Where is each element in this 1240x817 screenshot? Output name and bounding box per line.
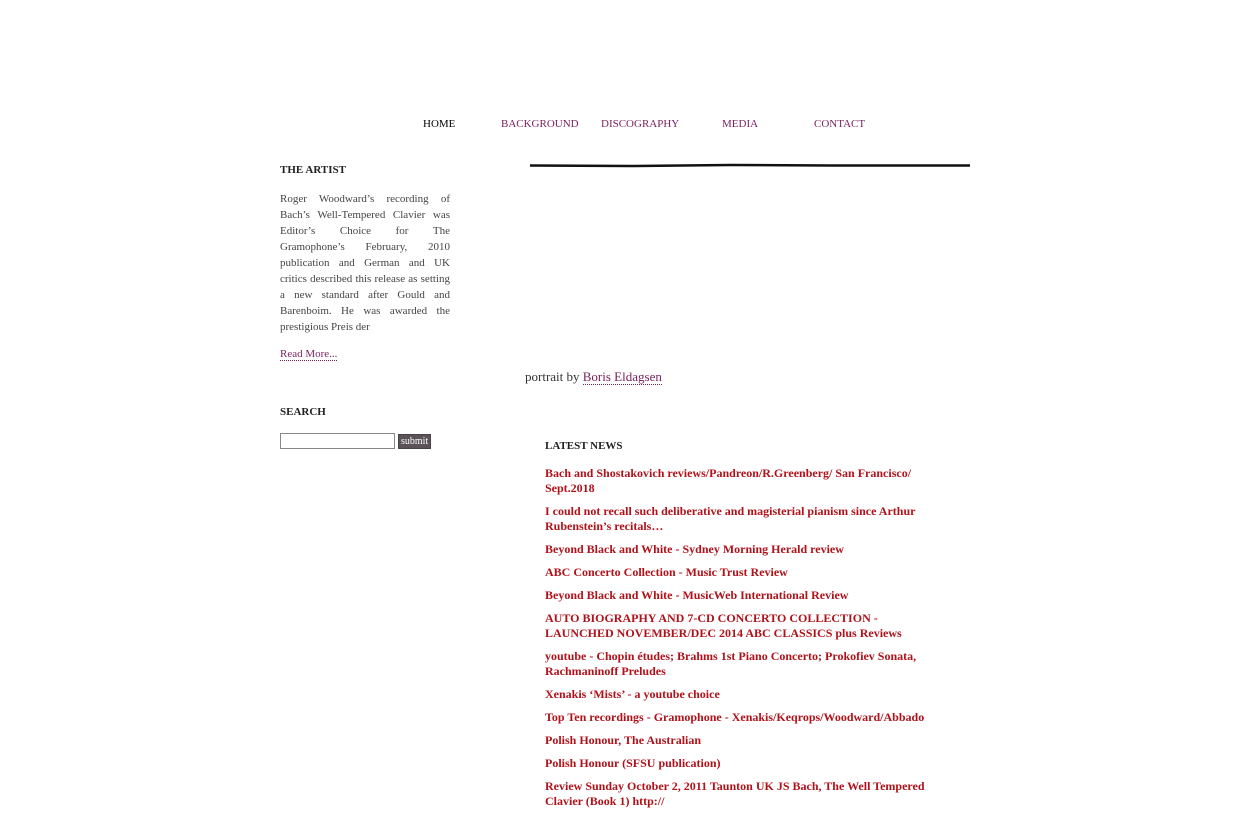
search-section-title: SEARCH bbox=[280, 406, 326, 418]
read-more-link[interactable]: Read More... bbox=[280, 348, 338, 360]
news-item[interactable]: AUTO BIOGRAPHY AND 7-CD CONCERTO COLLECTION - LAUNCHED NOVEMBER/DEC 2014 ABC CLASSICS plus Reviews bbox=[545, 611, 902, 640]
news-item[interactable]: ABC Concerto Collection - Music Trust Review bbox=[545, 565, 788, 579]
news-item[interactable]: I could not recall such deliberative and magisterial pianism since Arthur Rubenstein’s recitals… bbox=[545, 504, 916, 533]
search-submit-button[interactable]: submit bbox=[398, 434, 431, 449]
news-item[interactable]: Polish Honour (SFSU publication) bbox=[545, 756, 721, 770]
news-item[interactable]: Bach and Shostakovich reviews/Pandreon/R.Greenberg/ San Francisco/ Sept.2018 bbox=[545, 466, 912, 495]
portrait-caption-prefix: portrait by bbox=[525, 369, 580, 384]
nav-background[interactable]: BACKGROUND bbox=[501, 118, 579, 130]
search-input[interactable] bbox=[280, 433, 395, 449]
news-item[interactable]: Top Ten recordings - Gramophone - Xenakis/Keqrops/Woodward/Abbado bbox=[545, 710, 925, 724]
photographer-link[interactable]: Boris Eldagsen bbox=[582, 369, 662, 384]
nav-media[interactable]: MEDIA bbox=[722, 118, 759, 130]
latest-news-title: LATEST NEWS bbox=[545, 440, 623, 452]
nav-discography[interactable]: DISCOGRAPHY bbox=[601, 118, 680, 130]
artist-summary: Roger Woodward’s recording of Bach’s Well-Tempered Clavier was Editor’s Choice for The Gramophone’s February, 2010 publication and German and UK critics described this release as setting a new standard after Gould and Barenboim. He was awarded the prestigious Preis der bbox=[280, 193, 450, 333]
nav-contact[interactable]: CONTACT bbox=[814, 118, 866, 130]
news-item[interactable]: Beyond Black and White - MusicWeb International Review bbox=[545, 588, 849, 602]
news-item[interactable]: Beyond Black and White - Sydney Morning Herald review bbox=[545, 542, 844, 556]
portrait-caption bbox=[525, 369, 662, 385]
nav-home[interactable]: HOME bbox=[423, 118, 456, 130]
artist-section-title: THE ARTIST bbox=[280, 164, 346, 176]
news-list bbox=[545, 466, 930, 817]
news-item[interactable]: Xenakis ‘Mists’ - a youtube choice bbox=[545, 687, 720, 701]
news-item[interactable]: Review Sunday October 2, 2011 Taunton UK JS Bach, The Well Tempered Clavier (Book 1) http:// bbox=[545, 779, 925, 808]
news-item[interactable]: Polish Honour, The Australian bbox=[545, 733, 702, 747]
main-nav bbox=[0, 118, 1240, 134]
news-item[interactable]: youtube - Chopin études; Brahms 1st Piano Concerto; Prokofiev Sonata, Rachmaninoff Preludes bbox=[545, 649, 917, 678]
portrait-divider bbox=[530, 164, 970, 167]
